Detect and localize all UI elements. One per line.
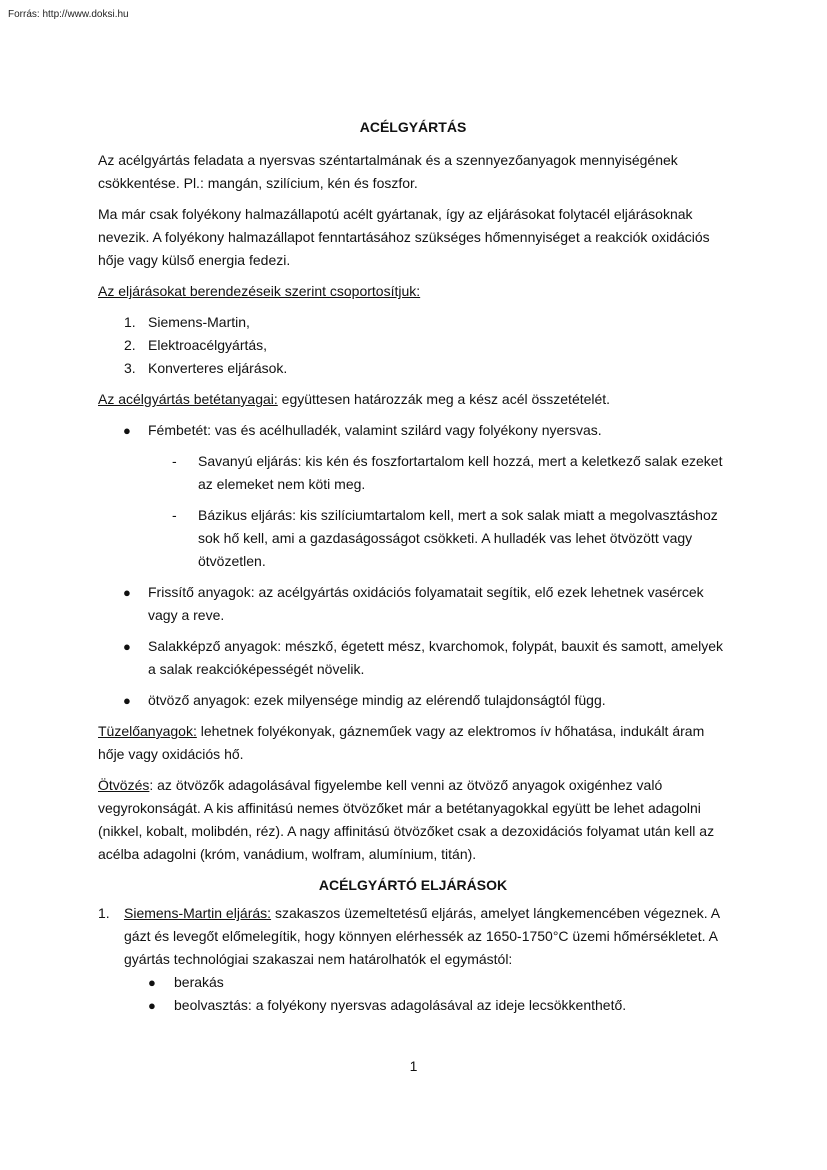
list-item [98, 635, 728, 681]
list-text: Fémbetét: vas és acélhulladék, valamint szilárd vagy folyékony nyersvas. [148, 422, 602, 438]
source-header: Forrás: http://www.doksi.hu [8, 9, 129, 20]
fuel-text: lehetnek folyékonyak, gázneműek vagy az elektromos ív hőhatása, indukált áram hője vagy oxidációs hő. [98, 723, 705, 762]
page-number: 1 [409, 1058, 418, 1074]
list-item [98, 419, 728, 573]
grouping-list [98, 311, 728, 380]
list-item [124, 971, 728, 994]
list-item [98, 357, 728, 380]
dash-icon: - [172, 453, 177, 469]
list-text: Savanyú eljárás: kis kén és foszfortartalom kell hozzá, mert a keletkező salak ezeket az elemeket nem köti meg. [198, 453, 723, 492]
process-text: szakaszos üzemeltetésű eljárás, amelyet lángkemencében végeznek. A gázt és levegőt előmelegítik, hogy könnyen elérhessék az 1650-1750°C üzemi hőmérsékletet. A gyártás technológiai szakaszai nem határolhatók el egymástól: [124, 905, 720, 967]
list-item [148, 504, 728, 573]
process-steps-list [124, 971, 728, 1017]
list-number: 1. [98, 905, 110, 921]
bullet-icon: ● [148, 998, 156, 1013]
alloying-text: : az ötvözők adagolásával figyelembe kell venni az ötvöző anyagok oxigénhez való vegyrokonságát. A kis affinitású nemes ötvözőket már a betétanyagokkal együtt be lehet adagolni (nikkel, kobalt, molibdén, réz). A nagy affinitású ötvözőket csak a dezoxidációs folyamat után kell az acélba adagolni (króm, vanádium, wolfram, alumínium, titán). [98, 777, 715, 862]
dash-list [148, 450, 728, 573]
section-title: ACÉLGYÁRTÓ ELJÁRÁSOK [318, 877, 508, 893]
list-item [98, 334, 728, 357]
list-item [98, 689, 728, 712]
list-text: Frissítő anyagok: az acélgyártás oxidációs folyamatait segítik, elő ezek lehetnek vasércek vagy a reve. [148, 584, 704, 623]
process-label: Siemens-Martin eljárás: [124, 905, 272, 921]
fuel-label: Tüzelőanyagok: [98, 723, 197, 739]
charge-bullet-list [98, 419, 728, 712]
document-page [98, 116, 728, 1017]
list-text: berakás [174, 974, 224, 990]
charge-label: Az acélgyártás betétanyagai: [98, 391, 278, 407]
alloying-paragraph [98, 774, 728, 866]
alloying-label: Ötvözés [98, 777, 150, 793]
list-text: ötvöző anyagok: ezek milyensége mindig az elérendő tulajdonságtól függ. [148, 692, 606, 708]
bullet-icon: ● [123, 693, 131, 708]
fuel-paragraph [98, 720, 728, 766]
bullet-icon: ● [123, 639, 131, 654]
list-item [98, 311, 728, 334]
grouping-heading: Az eljárásokat berendezéseik szerint csoportosítjuk: [98, 283, 421, 299]
page-title: ACÉLGYÁRTÁS [359, 119, 467, 135]
dash-icon: - [172, 507, 177, 523]
charge-text: együttesen határozzák meg a kész acél összetételét. [277, 391, 611, 407]
list-item [98, 581, 728, 627]
list-item [148, 450, 728, 496]
intro-paragraph-2: Ma már csak folyékony halmazállapotú acélt gyártanak, így az eljárásokat folytacél eljárásoknak nevezik. A folyékony halmazállapot fenntartásához szükséges hőmennyiséget a reakciók oxidációs hője vagy külső energia fedezi. [98, 206, 710, 268]
list-text: beolvasztás: a folyékony nyersvas adagolásával az ideje lecsökkenthető. [174, 997, 627, 1013]
charge-paragraph [98, 388, 728, 411]
list-text: Elektroacélgyártás, [148, 337, 268, 353]
bullet-icon: ● [123, 585, 131, 600]
bullet-icon: ● [148, 975, 156, 990]
list-number: 1. [124, 314, 136, 330]
list-text: Siemens-Martin, [148, 314, 250, 330]
process-item-siemens-martin [98, 902, 728, 1017]
list-text: Konverteres eljárások. [148, 360, 288, 376]
list-number: 3. [124, 360, 136, 376]
list-text: Bázikus eljárás: kis szilíciumtartalom kell, mert a sok salak miatt a megolvasztáshoz sok hő kell, ami a gazdaságosságot csökketi. A hulladék vas lehet ötvözött vagy ötvözetlen. [198, 507, 718, 569]
list-item [124, 994, 728, 1017]
bullet-icon: ● [123, 423, 131, 438]
intro-paragraph-1: Az acélgyártás feladata a nyersvas széntartalmának és a szennyezőanyagok mennyiségének csökkentése. Pl.: mangán, szilícium, kén és foszfor. [98, 152, 678, 191]
list-text: Salakképző anyagok: mészkő, égetett mész, kvarchomok, folypát, bauxit és samott, amelyek a salak reakcióképességét növelik. [148, 638, 724, 677]
list-number: 2. [124, 337, 136, 353]
